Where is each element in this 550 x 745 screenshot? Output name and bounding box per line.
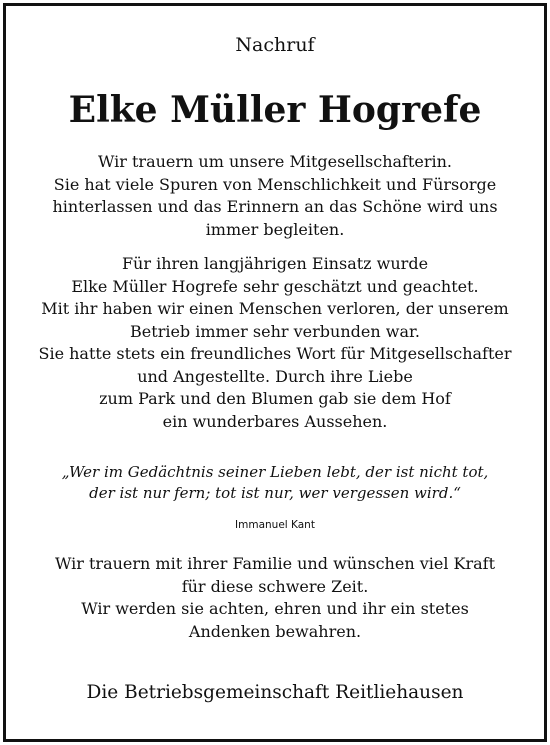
notice-label: Nachruf bbox=[235, 34, 315, 56]
text-line: Sie hat viele Spuren von Menschlichkeit und Fürsorge bbox=[53, 174, 497, 194]
text-line: Wir werden sie achten, ehren und ihr ein stetes bbox=[81, 599, 469, 618]
text-line: Elke Müller Hogrefe sehr geschätzt und geachtet. bbox=[71, 276, 479, 296]
text-line: ein wunderbares Aussehen. bbox=[162, 411, 388, 431]
text-line: hinterlassen und das Erinnern an das Schöne wird uns bbox=[52, 197, 498, 216]
quote-author: Immanuel Kant bbox=[235, 519, 315, 531]
quote-line: „Wer im Gedächtnis seiner Lieben lebt, der ist nicht tot, bbox=[61, 463, 489, 481]
condolence-paragraph bbox=[6, 553, 544, 643]
signature: Die Betriebsgemeinschaft Reitliehausen bbox=[86, 682, 464, 703]
text-line: immer begleiten. bbox=[205, 219, 345, 239]
deceased-name: Elke Müller Hogrefe bbox=[68, 89, 482, 131]
text-line: Für ihren langjährigen Einsatz wurde bbox=[121, 254, 429, 273]
text-line: Andenken bewahren. bbox=[188, 621, 362, 641]
text-line: für diese schwere Zeit. bbox=[181, 576, 369, 596]
tribute-paragraph-2 bbox=[6, 253, 544, 433]
text-line: zum Park und den Blumen gab sie dem Hof bbox=[99, 389, 451, 408]
text-line: Wir trauern mit ihrer Familie und wünschen viel Kraft bbox=[54, 554, 496, 573]
text-line: Betrieb immer sehr verbunden war. bbox=[130, 321, 420, 341]
text-line: Wir trauern um unsere Mitgesellschafterin. bbox=[97, 152, 453, 171]
obituary-notice bbox=[3, 3, 547, 742]
quote-line: der ist nur fern; tot ist nur, wer vergessen wird.“ bbox=[89, 484, 461, 502]
tribute-paragraph-1 bbox=[6, 151, 544, 241]
memorial-quote bbox=[6, 462, 544, 504]
text-line: und Angestellte. Durch ihre Liebe bbox=[137, 366, 413, 386]
text-line: Mit ihr haben wir einen Menschen verloren, der unserem bbox=[41, 299, 509, 318]
text-line: Sie hatte stets ein freundliches Wort für Mitgesellschafter bbox=[38, 344, 512, 363]
